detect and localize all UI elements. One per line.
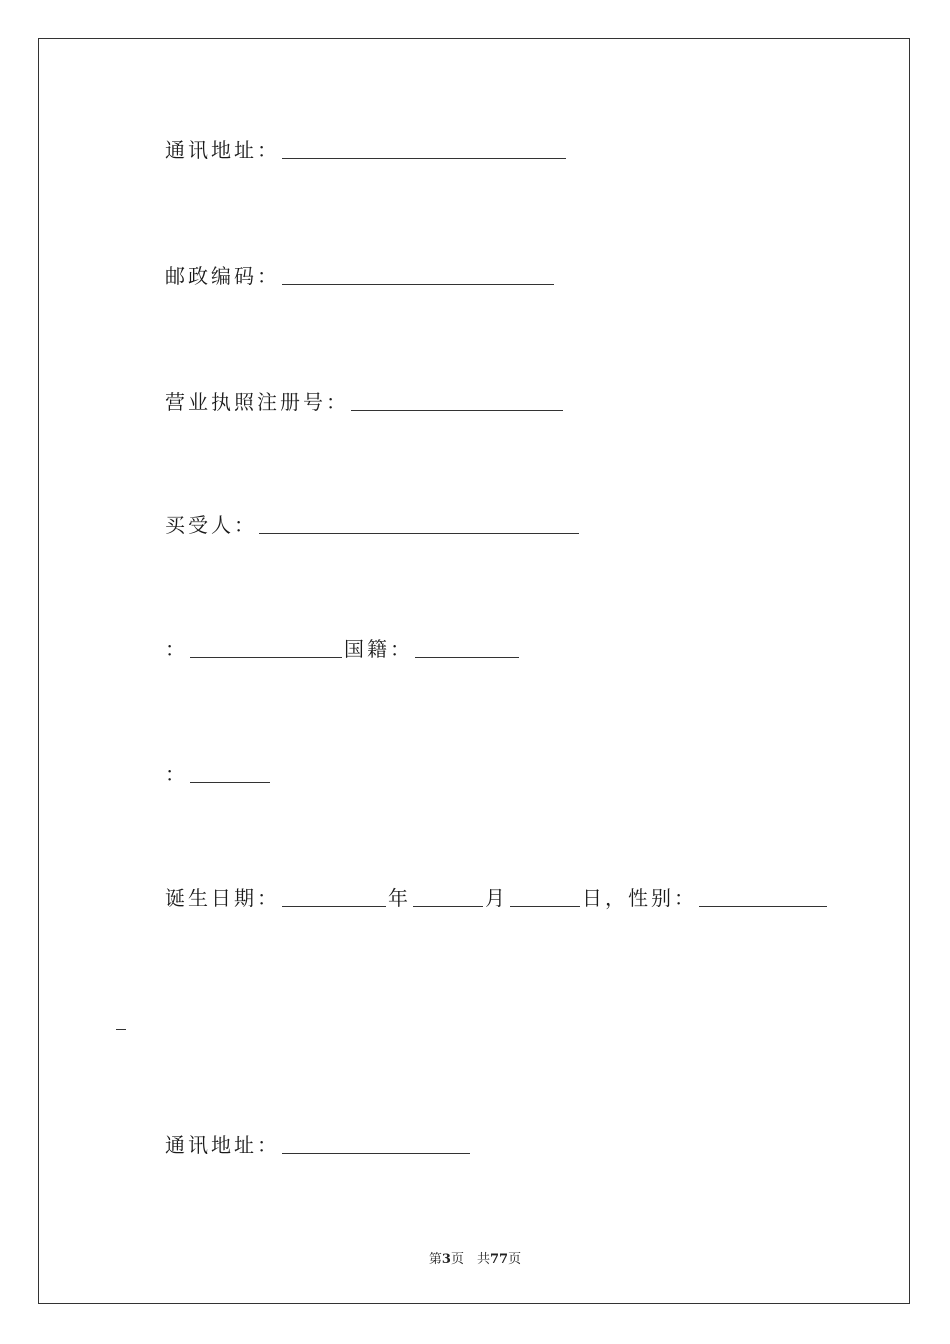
birth-year-blank[interactable]	[282, 888, 386, 907]
buyer-row	[165, 507, 581, 537]
postal-label: 邮政编码：	[165, 264, 280, 288]
address2-row	[165, 1127, 472, 1157]
gender-blank[interactable]	[699, 888, 827, 907]
gender-label: 性别：	[628, 886, 697, 910]
nationality-label: 国籍：	[344, 637, 413, 661]
page-footer	[0, 1248, 950, 1267]
year-label: 年	[388, 886, 411, 910]
footer-total: 77	[489, 1252, 509, 1267]
row5-colon: ：	[165, 637, 188, 661]
row6-colon: ：	[165, 762, 188, 786]
row6	[165, 756, 272, 786]
birth-month-blank[interactable]	[413, 888, 483, 907]
postal-row	[165, 258, 556, 288]
buyer-blank[interactable]	[259, 515, 579, 534]
birth-row	[165, 880, 829, 910]
address2-blank[interactable]	[282, 1135, 470, 1154]
nationality-blank[interactable]	[415, 639, 519, 658]
footer-page-num: 3	[441, 1252, 451, 1267]
license-label: 营业执照注册号：	[165, 390, 349, 414]
page-border	[38, 38, 910, 1304]
footer-prefix: 第	[428, 1252, 442, 1267]
license-blank[interactable]	[351, 392, 563, 411]
address2-label: 通讯地址：	[165, 1133, 280, 1157]
month-label: 月	[485, 886, 508, 910]
address-blank[interactable]	[282, 140, 566, 159]
day-label: 日，	[582, 886, 628, 910]
nationality-row	[165, 631, 521, 661]
row5-blank[interactable]	[190, 639, 342, 658]
address-label: 通讯地址：	[165, 138, 280, 162]
buyer-label: 买受人：	[165, 513, 257, 537]
postal-blank[interactable]	[282, 266, 554, 285]
row6-blank[interactable]	[190, 764, 270, 783]
footer-mid: 页 共	[450, 1252, 490, 1267]
address-row	[165, 132, 568, 162]
birth-label: 诞生日期：	[165, 886, 280, 910]
license-row	[165, 384, 565, 414]
birth-day-blank[interactable]	[510, 888, 580, 907]
stray-underline	[116, 1029, 126, 1030]
footer-suffix: 页	[508, 1252, 522, 1267]
